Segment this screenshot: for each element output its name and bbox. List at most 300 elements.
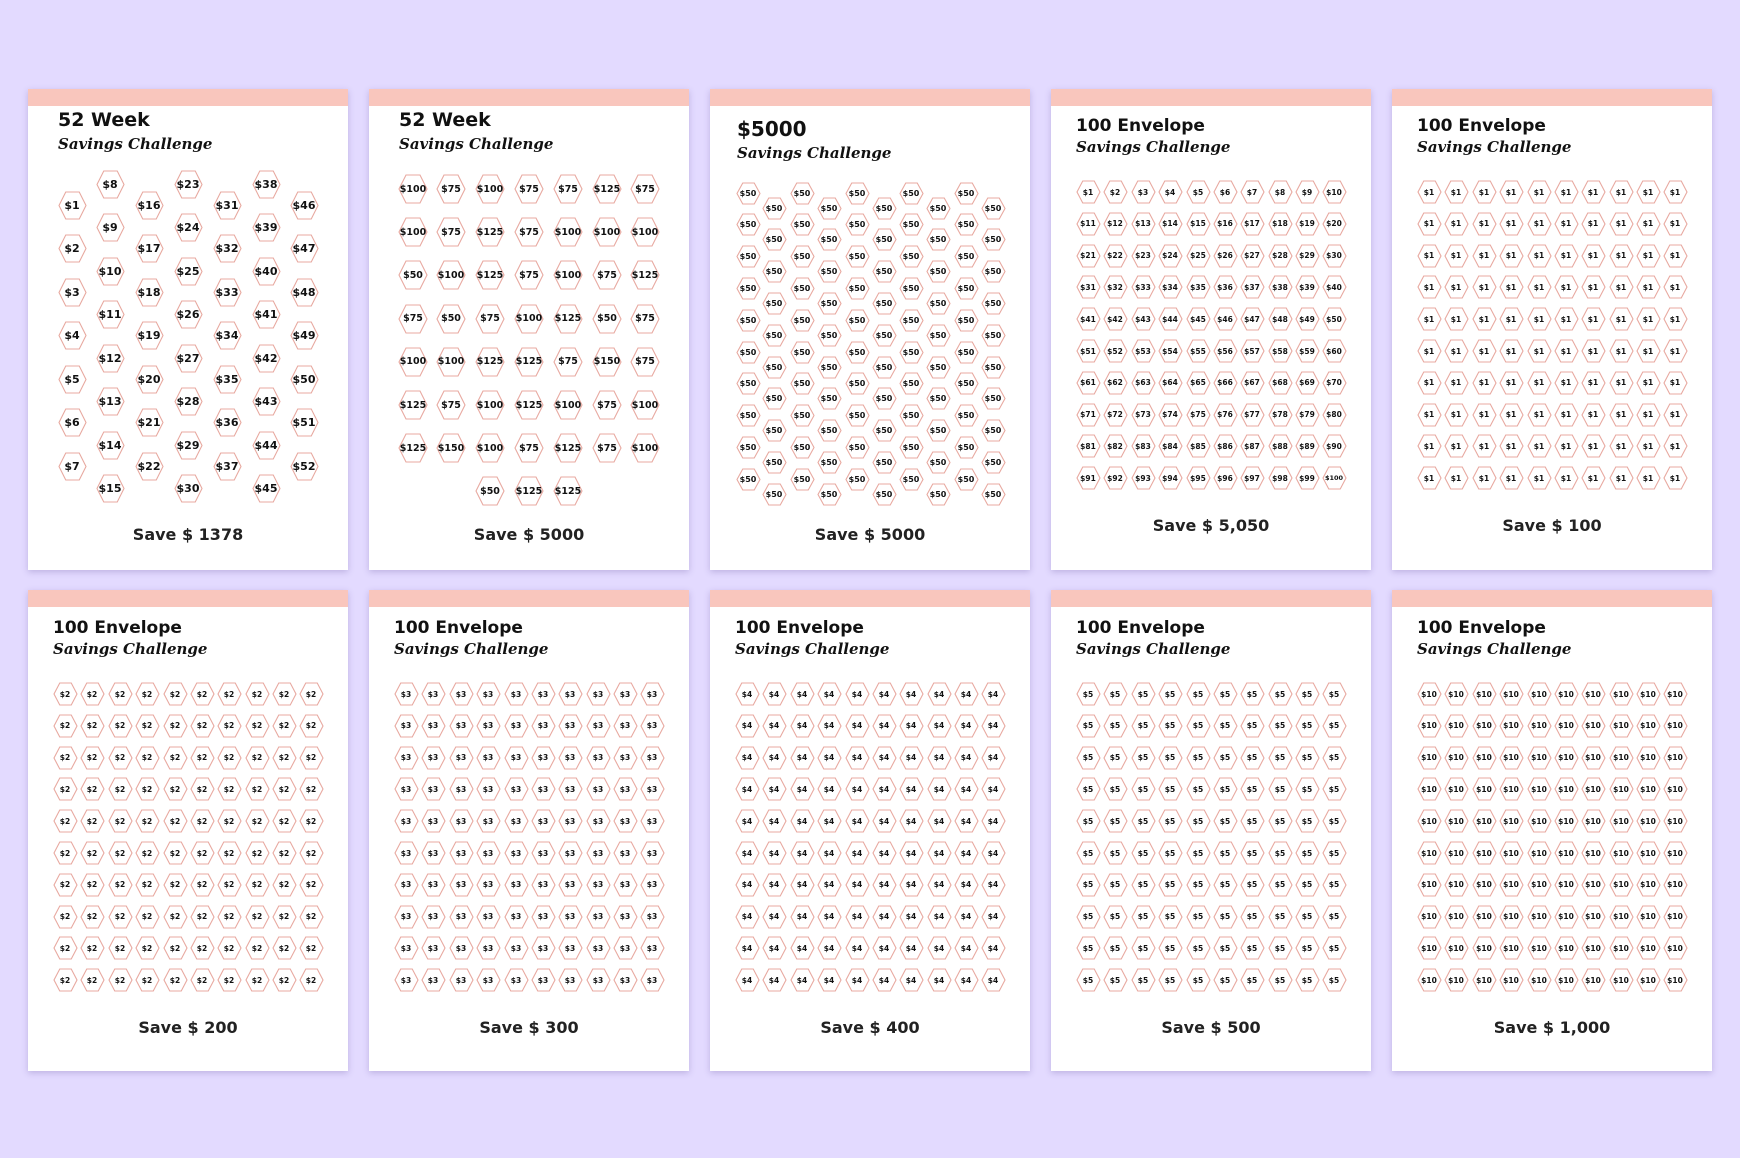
savings-hexagon bbox=[395, 937, 418, 959]
hexagon-amount: $4 bbox=[741, 784, 753, 794]
savings-hexagon bbox=[1637, 683, 1660, 705]
savings-hexagon bbox=[1637, 715, 1660, 737]
savings-hexagon bbox=[763, 420, 786, 441]
savings-hexagon bbox=[1159, 245, 1182, 267]
savings-hexagon bbox=[300, 810, 323, 832]
hexagon-amount: $10 bbox=[1558, 975, 1574, 985]
hexagon-amount: $5 bbox=[1137, 975, 1149, 985]
hexagon-amount: $3 bbox=[564, 975, 576, 985]
savings-hexagon bbox=[1241, 372, 1264, 394]
hexagon-amount: $3 bbox=[646, 784, 658, 794]
hexagon-amount: $23 bbox=[176, 177, 200, 191]
hexagon-amount: $2 bbox=[114, 848, 126, 858]
savings-hexagon bbox=[1500, 906, 1523, 928]
hexagon-amount: $10 bbox=[1613, 753, 1629, 763]
savings-hexagon bbox=[559, 906, 582, 928]
savings-hexagon bbox=[515, 175, 543, 203]
hexagon-amount: $1 bbox=[1478, 410, 1490, 420]
hexagon-amount: $1 bbox=[1615, 187, 1627, 197]
savings-hexagon bbox=[955, 937, 978, 959]
hexagon-amount: $3 bbox=[482, 880, 494, 890]
savings-hexagon bbox=[791, 373, 814, 394]
hexagon-amount: $50 bbox=[957, 283, 975, 293]
hexagon-amount: $5 bbox=[1137, 753, 1149, 763]
hexagon-grid bbox=[369, 590, 689, 1071]
hexagon-amount: $5 bbox=[1192, 848, 1204, 858]
hexagon-amount: $2 bbox=[196, 689, 208, 699]
hexagon-amount: $10 bbox=[1531, 784, 1547, 794]
savings-hexagon bbox=[175, 301, 202, 328]
hexagon-amount: $50 bbox=[875, 394, 893, 404]
hexagon-amount: $75 bbox=[635, 313, 655, 325]
hexagon-amount: $2 bbox=[114, 943, 126, 953]
hexagon-amount: $5 bbox=[1137, 784, 1149, 794]
hexagon-amount: $50 bbox=[929, 362, 947, 372]
savings-hexagon bbox=[927, 388, 950, 409]
savings-hexagon bbox=[477, 937, 500, 959]
page-title: 100 Envelope bbox=[394, 618, 523, 638]
hexagon-amount: $3 bbox=[482, 753, 494, 763]
hexagon-amount: $2 bbox=[251, 943, 263, 953]
savings-hexagon bbox=[1241, 181, 1264, 203]
savings-hexagon bbox=[505, 906, 528, 928]
hexagon-amount: $10 bbox=[1667, 753, 1683, 763]
savings-hexagon bbox=[59, 409, 86, 436]
savings-hexagon bbox=[450, 747, 473, 769]
savings-hexagon bbox=[1296, 683, 1319, 705]
savings-hexagon bbox=[1323, 435, 1346, 457]
savings-hexagon bbox=[1214, 181, 1237, 203]
hexagon-amount: $50 bbox=[820, 235, 838, 245]
savings-hexagon bbox=[1664, 842, 1687, 864]
savings-hexagon bbox=[1555, 372, 1578, 394]
savings-hexagon bbox=[477, 683, 500, 705]
hexagon-amount: $19 bbox=[1299, 219, 1315, 229]
savings-hexagon bbox=[97, 171, 124, 198]
savings-hexagon bbox=[1528, 181, 1551, 203]
hexagon-amount: $14 bbox=[98, 438, 122, 452]
hexagon-amount: $2 bbox=[305, 912, 317, 922]
savings-hexagon bbox=[955, 437, 978, 458]
savings-hexagon bbox=[422, 842, 445, 864]
hexagon-amount: $4 bbox=[1164, 187, 1176, 197]
hexagon-amount: $10 bbox=[1613, 880, 1629, 890]
hexagon-amount: $17 bbox=[137, 242, 161, 255]
savings-hexagon bbox=[1445, 778, 1468, 800]
savings-hexagon bbox=[1296, 810, 1319, 832]
hexagon-amount: $5 bbox=[1219, 689, 1231, 699]
hexagon-amount: $5 bbox=[1082, 753, 1094, 763]
hexagon-amount: $28 bbox=[1272, 251, 1288, 261]
hexagon-amount: $46 bbox=[292, 198, 316, 212]
hexagon-amount: $75 bbox=[597, 442, 617, 454]
savings-hexagon bbox=[399, 218, 427, 246]
hexagon-amount: $3 bbox=[592, 816, 604, 826]
savings-hexagon bbox=[1473, 747, 1496, 769]
savings-hexagon bbox=[1473, 778, 1496, 800]
hexagon-amount: $4 bbox=[823, 784, 835, 794]
hexagon-amount: $10 bbox=[1613, 689, 1629, 699]
savings-hexagon bbox=[631, 218, 659, 246]
savings-hexagon bbox=[559, 747, 582, 769]
savings-hexagon bbox=[175, 258, 202, 285]
hexagon-grid bbox=[28, 89, 348, 570]
savings-hexagon bbox=[1582, 435, 1605, 457]
savings-hexagon bbox=[1418, 181, 1441, 203]
savings-hexagon bbox=[1610, 874, 1633, 896]
hexagon-amount: $1 bbox=[1478, 251, 1490, 261]
savings-hexagon bbox=[846, 906, 869, 928]
hexagon-amount: $4 bbox=[823, 816, 835, 826]
hexagon-amount: $1 bbox=[1642, 282, 1654, 292]
savings-hexagon bbox=[81, 906, 104, 928]
hexagon-amount: $4 bbox=[796, 753, 808, 763]
hexagon-amount: $5 bbox=[1328, 816, 1340, 826]
savings-hexagon bbox=[136, 937, 159, 959]
hexagon-amount: $10 bbox=[1640, 689, 1656, 699]
hexagon-amount: $3 bbox=[400, 912, 412, 922]
hexagon-amount: $1 bbox=[1533, 187, 1545, 197]
savings-hexagon bbox=[791, 747, 814, 769]
savings-hexagon bbox=[1555, 308, 1578, 330]
hexagon-amount: $16 bbox=[1217, 219, 1233, 229]
hexagon-amount: $1 bbox=[1560, 473, 1572, 483]
savings-hexagon bbox=[1077, 969, 1100, 991]
savings-hexagon bbox=[1418, 276, 1441, 298]
hexagon-amount: $10 bbox=[1476, 721, 1492, 731]
hexagon-amount: $10 bbox=[1585, 912, 1601, 922]
hexagon-amount: $50 bbox=[820, 489, 838, 499]
hexagon-amount: $10 bbox=[1613, 784, 1629, 794]
hexagon-amount: $4 bbox=[987, 880, 999, 890]
hexagon-amount: $1 bbox=[1505, 410, 1517, 420]
savings-hexagon bbox=[1187, 937, 1210, 959]
hexagon-amount: $4 bbox=[905, 880, 917, 890]
savings-hexagon bbox=[559, 778, 582, 800]
hexagon-amount: $10 bbox=[1558, 943, 1574, 953]
savings-hexagon bbox=[1582, 340, 1605, 362]
hexagon-amount: $1 bbox=[1450, 346, 1462, 356]
savings-hexagon bbox=[1269, 683, 1292, 705]
hexagon-amount: $10 bbox=[1503, 912, 1519, 922]
savings-hexagon bbox=[873, 683, 896, 705]
savings-hexagon bbox=[191, 969, 214, 991]
hexagon-amount: $5 bbox=[1328, 880, 1340, 890]
hexagon-amount: $10 bbox=[1503, 689, 1519, 699]
hexagon-amount: $125 bbox=[476, 356, 504, 368]
hexagon-amount: $10 bbox=[1613, 975, 1629, 985]
page-title: 100 Envelope bbox=[1076, 116, 1205, 136]
savings-hexagon bbox=[873, 198, 896, 219]
hexagon-amount: $3 bbox=[510, 943, 522, 953]
hexagon-amount: $3 bbox=[592, 753, 604, 763]
hexagon-amount: $75 bbox=[519, 226, 539, 238]
hexagon-amount: $10 bbox=[1531, 912, 1547, 922]
hexagon-amount: $3 bbox=[455, 753, 467, 763]
hexagon-amount: $2 bbox=[223, 912, 235, 922]
savings-hexagon bbox=[399, 434, 427, 462]
savings-hexagon bbox=[273, 810, 296, 832]
savings-hexagon bbox=[900, 278, 923, 299]
savings-hexagon bbox=[1296, 276, 1319, 298]
hexagon-amount: $5 bbox=[1301, 753, 1313, 763]
savings-hexagon bbox=[1077, 906, 1100, 928]
savings-hexagon bbox=[1159, 467, 1182, 489]
savings-hexagon bbox=[900, 969, 923, 991]
savings-hexagon bbox=[505, 874, 528, 896]
hexagon-amount: $4 bbox=[933, 848, 945, 858]
savings-hexagon bbox=[109, 715, 132, 737]
hexagon-amount: $10 bbox=[1640, 943, 1656, 953]
total-savings-label: Save $ 400 bbox=[820, 1018, 920, 1037]
hexagon-amount: $3 bbox=[619, 689, 631, 699]
savings-hexagon bbox=[873, 452, 896, 473]
hexagon-amount: $3 bbox=[1137, 187, 1149, 197]
savings-hexagon bbox=[1104, 874, 1127, 896]
savings-hexagon bbox=[593, 175, 621, 203]
savings-hexagon bbox=[1187, 245, 1210, 267]
savings-hexagon bbox=[399, 175, 427, 203]
hexagon-amount: $50 bbox=[957, 220, 975, 230]
hexagon-amount: $6 bbox=[64, 416, 80, 429]
hexagon-amount: $4 bbox=[741, 816, 753, 826]
hexagon-amount: $35 bbox=[215, 372, 239, 386]
hexagon-amount: $1 bbox=[1423, 410, 1435, 420]
hexagon-amount: $3 bbox=[427, 689, 439, 699]
hexagon-grid bbox=[369, 89, 689, 570]
hexagon-amount: $5 bbox=[1328, 975, 1340, 985]
hexagon-amount: $1 bbox=[1642, 346, 1654, 356]
hexagon-amount: $10 bbox=[1531, 943, 1547, 953]
hexagon-amount: $5 bbox=[1137, 943, 1149, 953]
savings-hexagon bbox=[736, 874, 759, 896]
savings-hexagon bbox=[532, 810, 555, 832]
hexagon-amount: $4 bbox=[741, 943, 753, 953]
hexagon-amount: $1 bbox=[1423, 251, 1435, 261]
savings-hexagon bbox=[1555, 276, 1578, 298]
hexagon-amount: $36 bbox=[215, 416, 239, 429]
savings-hexagon bbox=[1214, 404, 1237, 426]
savings-hexagon bbox=[291, 279, 318, 306]
savings-hexagon bbox=[1610, 906, 1633, 928]
hexagon-amount: $3 bbox=[510, 912, 522, 922]
hexagon-amount: $45 bbox=[254, 482, 278, 495]
savings-hexagon bbox=[81, 747, 104, 769]
hexagon-amount: $50 bbox=[984, 298, 1002, 308]
hexagon-amount: $4 bbox=[823, 689, 835, 699]
hexagon-amount: $3 bbox=[619, 816, 631, 826]
savings-hexagon bbox=[1555, 747, 1578, 769]
hexagon-amount: $4 bbox=[905, 848, 917, 858]
hexagon-amount: $5 bbox=[1082, 912, 1094, 922]
savings-hexagon bbox=[422, 874, 445, 896]
hexagon-amount: $50 bbox=[739, 379, 757, 389]
page-subtitle: Savings Challenge bbox=[58, 135, 213, 153]
savings-hexagon bbox=[1159, 435, 1182, 457]
hexagon-amount: $3 bbox=[646, 753, 658, 763]
hexagon-amount: $31 bbox=[215, 198, 239, 212]
hexagon-amount: $18 bbox=[1272, 219, 1288, 229]
savings-hexagon bbox=[59, 279, 86, 306]
savings-hexagon bbox=[175, 388, 202, 415]
savings-hexagon bbox=[81, 937, 104, 959]
hexagon-amount: $2 bbox=[196, 753, 208, 763]
hexagon-amount: $125 bbox=[399, 442, 427, 454]
savings-hexagon bbox=[1187, 842, 1210, 864]
hexagon-amount: $2 bbox=[196, 975, 208, 985]
hexagon-amount: $2 bbox=[59, 943, 71, 953]
hexagon-amount: $50 bbox=[820, 267, 838, 277]
savings-hexagon bbox=[1077, 213, 1100, 235]
savings-hexagon bbox=[1323, 340, 1346, 362]
savings-hexagon bbox=[1637, 276, 1660, 298]
hexagon-amount: $50 bbox=[793, 379, 811, 389]
savings-hexagon bbox=[737, 214, 760, 235]
savings-hexagon bbox=[1104, 715, 1127, 737]
hexagon-amount: $10 bbox=[1640, 721, 1656, 731]
hexagon-amount: $5 bbox=[1192, 753, 1204, 763]
hexagon-amount: $4 bbox=[905, 721, 917, 731]
hexagon-amount: $2 bbox=[86, 753, 98, 763]
savings-hexagon bbox=[641, 969, 664, 991]
hexagon-amount: $43 bbox=[1135, 314, 1151, 324]
savings-hexagon bbox=[900, 842, 923, 864]
savings-hexagon bbox=[273, 747, 296, 769]
hexagon-amount: $3 bbox=[427, 816, 439, 826]
hexagon-amount: $10 bbox=[1476, 848, 1492, 858]
savings-hexagon bbox=[1637, 467, 1660, 489]
savings-hexagon bbox=[1473, 874, 1496, 896]
hexagon-amount: $12 bbox=[98, 351, 122, 365]
hexagon-amount: $10 bbox=[1476, 816, 1492, 826]
hexagon-amount: $2 bbox=[278, 753, 290, 763]
savings-hexagon bbox=[1473, 715, 1496, 737]
savings-hexagon bbox=[246, 969, 269, 991]
savings-hexagon bbox=[505, 810, 528, 832]
hexagon-amount: $1 bbox=[1669, 187, 1681, 197]
hexagon-amount: $50 bbox=[929, 394, 947, 404]
savings-hexagon bbox=[1241, 276, 1264, 298]
savings-hexagon bbox=[982, 906, 1005, 928]
savings-hexagon bbox=[1473, 467, 1496, 489]
hexagon-amount: $54 bbox=[1162, 346, 1178, 356]
savings-hexagon bbox=[395, 715, 418, 737]
hexagon-amount: $3 bbox=[400, 721, 412, 731]
hexagon-amount: $1 bbox=[1450, 187, 1462, 197]
total-savings-label: Save $ 5000 bbox=[473, 525, 585, 544]
savings-hexagon bbox=[587, 810, 610, 832]
hexagon-amount: $50 bbox=[739, 474, 757, 484]
hexagon-amount: $50 bbox=[902, 379, 920, 389]
savings-hexagon bbox=[300, 874, 323, 896]
savings-hexagon bbox=[1445, 181, 1468, 203]
hexagon-amount: $57 bbox=[1244, 346, 1260, 356]
hexagon-amount: $3 bbox=[592, 880, 604, 890]
challenge-page bbox=[369, 89, 689, 570]
hexagon-amount: $31 bbox=[1080, 282, 1096, 292]
hexagon-amount: $2 bbox=[141, 784, 153, 794]
hexagon-amount: $60 bbox=[1326, 346, 1342, 356]
hexagon-amount: $50 bbox=[902, 283, 920, 293]
savings-hexagon bbox=[253, 432, 280, 459]
savings-hexagon bbox=[1582, 969, 1605, 991]
hexagon-amount: $4 bbox=[905, 975, 917, 985]
hexagon-amount: $4 bbox=[823, 753, 835, 763]
savings-hexagon bbox=[763, 261, 786, 282]
hexagon-amount: $4 bbox=[851, 912, 863, 922]
hexagon-amount: $2 bbox=[141, 721, 153, 731]
hexagon-amount: $10 bbox=[1667, 848, 1683, 858]
savings-hexagon bbox=[1637, 778, 1660, 800]
hexagon-amount: $10 bbox=[1421, 912, 1437, 922]
hexagon-amount: $4 bbox=[851, 943, 863, 953]
hexagon-amount: $50 bbox=[765, 394, 783, 404]
savings-hexagon bbox=[1214, 213, 1237, 235]
savings-hexagon bbox=[982, 357, 1005, 378]
hexagon-amount: $50 bbox=[875, 203, 893, 213]
hexagon-amount: $1 bbox=[1642, 378, 1654, 388]
hexagon-amount: $3 bbox=[646, 943, 658, 953]
hexagon-amount: $86 bbox=[1217, 441, 1233, 451]
hexagon-amount: $5 bbox=[1192, 975, 1204, 985]
savings-hexagon bbox=[1500, 810, 1523, 832]
hexagon-amount: $1 bbox=[1082, 187, 1094, 197]
hexagon-amount: $3 bbox=[427, 784, 439, 794]
savings-hexagon bbox=[1528, 747, 1551, 769]
savings-hexagon bbox=[477, 842, 500, 864]
hexagon-amount: $42 bbox=[254, 351, 278, 365]
hexagon-amount: $50 bbox=[929, 457, 947, 467]
savings-hexagon bbox=[1077, 778, 1100, 800]
hexagon-amount: $4 bbox=[987, 721, 999, 731]
hexagon-amount: $1 bbox=[1560, 346, 1572, 356]
hexagon-amount: $1 bbox=[1642, 410, 1654, 420]
hexagon-amount: $3 bbox=[400, 689, 412, 699]
savings-hexagon bbox=[1323, 874, 1346, 896]
hexagon-amount: $50 bbox=[820, 426, 838, 436]
hexagon-amount: $50 bbox=[929, 235, 947, 245]
hexagon-amount: $50 bbox=[765, 267, 783, 277]
hexagon-amount: $10 bbox=[1421, 975, 1437, 985]
savings-hexagon bbox=[846, 778, 869, 800]
savings-hexagon bbox=[109, 778, 132, 800]
hexagon-amount: $4 bbox=[933, 975, 945, 985]
savings-hexagon bbox=[587, 874, 610, 896]
savings-hexagon bbox=[1104, 842, 1127, 864]
savings-hexagon bbox=[1500, 874, 1523, 896]
savings-hexagon bbox=[846, 214, 869, 235]
hexagon-amount: $50 bbox=[765, 235, 783, 245]
savings-hexagon bbox=[532, 715, 555, 737]
hexagon-amount: $50 bbox=[929, 298, 947, 308]
hexagon-amount: $50 bbox=[793, 220, 811, 230]
savings-hexagon bbox=[191, 715, 214, 737]
hexagon-amount: $5 bbox=[1192, 721, 1204, 731]
savings-hexagon bbox=[477, 715, 500, 737]
savings-hexagon bbox=[477, 810, 500, 832]
savings-hexagon bbox=[1528, 435, 1551, 457]
savings-hexagon bbox=[1664, 435, 1687, 457]
savings-hexagon bbox=[273, 683, 296, 705]
hexagon-amount: $5 bbox=[1109, 721, 1121, 731]
hexagon-amount: $5 bbox=[1246, 880, 1258, 890]
hexagon-amount: $50 bbox=[848, 474, 866, 484]
hexagon-amount: $68 bbox=[1272, 378, 1288, 388]
savings-hexagon bbox=[818, 810, 841, 832]
hexagon-amount: $5 bbox=[1164, 784, 1176, 794]
hexagon-amount: $50 bbox=[765, 330, 783, 340]
hexagon-amount: $4 bbox=[878, 943, 890, 953]
